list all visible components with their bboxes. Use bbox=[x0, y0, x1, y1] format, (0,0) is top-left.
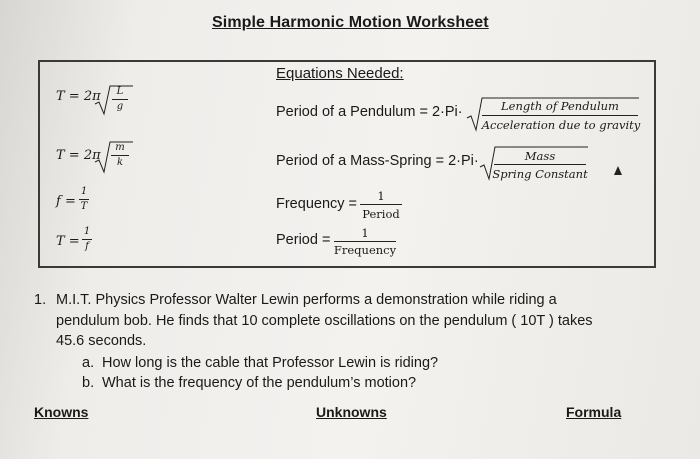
left-formula-frequency bbox=[56, 193, 76, 209]
fraction-num: L bbox=[116, 86, 124, 97]
formula-heading: Formula bbox=[566, 404, 622, 420]
fraction-bar bbox=[494, 164, 586, 165]
fraction-den: T bbox=[80, 201, 88, 212]
part-a-label: a. bbox=[82, 355, 95, 371]
part-b-text: What is the frequency of the pendulum’s motion? bbox=[102, 375, 417, 391]
formula-lhs: T = bbox=[56, 234, 80, 249]
spring-period-label: Period of a Mass-Spring = 2·Pi· bbox=[276, 153, 479, 169]
left-formula-pendulum bbox=[56, 88, 101, 104]
frequency-fraction-num: 1 bbox=[377, 189, 385, 203]
knowns-heading: Knowns bbox=[34, 404, 89, 420]
fraction-bar bbox=[79, 199, 89, 200]
spring-fraction-den: Spring Constant bbox=[492, 167, 588, 181]
period-fraction-num: 1 bbox=[361, 226, 369, 240]
page-title: Simple Harmonic Motion Worksheet bbox=[212, 14, 489, 31]
pendulum-fraction-den: Acceleration due to gravity bbox=[481, 118, 641, 132]
question-line-3: 45.6 seconds. bbox=[56, 333, 147, 349]
equations-heading: Equations Needed: bbox=[276, 65, 404, 82]
spring-fraction-num: Mass bbox=[524, 149, 556, 163]
fraction-bar bbox=[111, 155, 129, 156]
fraction-bar bbox=[360, 204, 402, 205]
fraction-bar bbox=[334, 241, 396, 242]
question-number: 1. bbox=[34, 292, 47, 308]
frequency-fraction-den: Period bbox=[362, 207, 400, 221]
part-b-label: b. bbox=[82, 375, 95, 391]
frequency-label: Frequency = bbox=[276, 196, 358, 212]
pendulum-fraction-num: Length of Pendulum bbox=[501, 99, 619, 113]
fraction-bar bbox=[482, 115, 638, 116]
fraction-num: 1 bbox=[83, 226, 91, 237]
formula-lhs: T = 2π bbox=[56, 89, 101, 104]
left-formula-period bbox=[56, 233, 80, 249]
part-a-text: How long is the cable that Professor Lewin is riding? bbox=[102, 355, 439, 371]
pendulum-period-label: Period of a Pendulum = 2·Pi· bbox=[276, 104, 463, 120]
left-formula-spring bbox=[56, 147, 101, 163]
period-label: Period = bbox=[276, 232, 331, 248]
fraction-bar bbox=[112, 99, 128, 100]
period-fraction-den: Frequency bbox=[333, 243, 397, 257]
fraction-bar bbox=[82, 239, 92, 240]
formula-lhs: T = 2π bbox=[56, 148, 101, 163]
fraction-num: m bbox=[115, 142, 125, 153]
unknowns-heading: Unknowns bbox=[316, 404, 387, 420]
fraction-den: k bbox=[116, 157, 124, 168]
fraction-den: g bbox=[116, 101, 124, 112]
question-line-1: M.I.T. Physics Professor Walter Lewin performs a demonstration while riding a bbox=[56, 292, 557, 308]
cursor-arrow-icon bbox=[614, 166, 622, 176]
formula-lhs: f = bbox=[56, 194, 76, 209]
fraction-den: f bbox=[85, 241, 89, 252]
fraction-num: 1 bbox=[80, 186, 88, 197]
question-line-2: pendulum bob. He finds that 10 complete oscillations on the pendulum ( 10T ) takes bbox=[56, 313, 593, 329]
